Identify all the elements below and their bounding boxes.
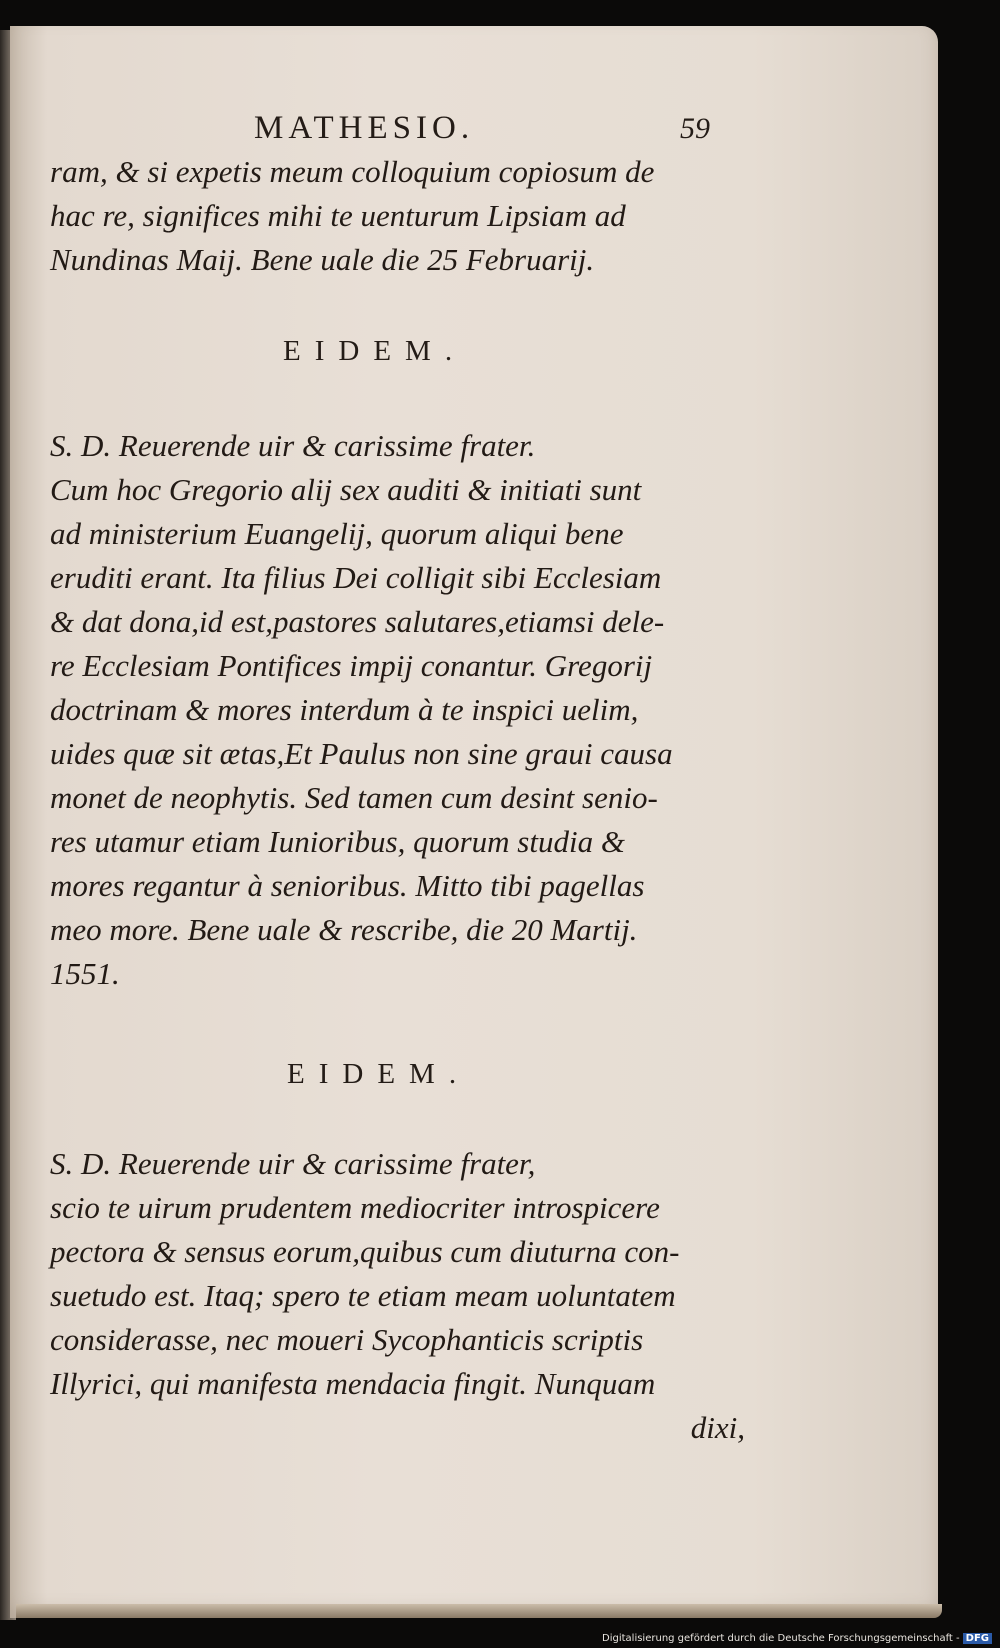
funding-note xyxy=(602,1633,992,1644)
page-bottom-edge xyxy=(16,1604,942,1618)
page-header xyxy=(0,110,1000,150)
text-line: eruditi erant. Ita filius Dei colligit sibi Ecclesiam xyxy=(50,560,662,595)
text-line: ram, & si expetis meum colloquium copiosum de xyxy=(50,154,655,189)
text-line: hac re, significes mihi te uenturum Lipsiam ad xyxy=(50,198,626,233)
page-number: 59 xyxy=(680,112,710,145)
text-line: Nundinas Maij. Bene uale die 25 Februarij. xyxy=(50,242,595,277)
letter-heading: EIDEM. xyxy=(283,335,467,367)
text-line: scio te uirum prudentem mediocriter introspicere xyxy=(50,1190,660,1225)
funding-text: Digitalisierung gefördert durch die Deutsche Forschungsgemeinschaft - xyxy=(602,1633,960,1644)
text-line: & dat dona,id est,pastores salutares,etiamsi dele- xyxy=(50,604,665,639)
text-line: S. D. Reuerende uir & carissime frater. xyxy=(50,428,536,463)
letter-body xyxy=(50,424,745,996)
text-line: re Ecclesiam Pontifices impij conantur. Gregorij xyxy=(50,648,653,683)
text-line: S. D. Reuerende uir & carissime frater, xyxy=(50,1146,536,1181)
text-line: 1551. xyxy=(50,956,120,991)
text-line: meo more. Bene uale & rescribe, die 20 Martij. xyxy=(50,912,638,947)
text-line: mores regantur à senioribus. Mitto tibi pagellas xyxy=(50,868,645,903)
text-line: ad ministerium Euangelij, quorum aliqui bene xyxy=(50,516,624,551)
text-line: uides quæ sit ætas,Et Paulus non sine graui causa xyxy=(50,736,673,771)
text-line: monet de neophytis. Sed tamen cum desint senio- xyxy=(50,780,658,815)
text-line: Illyrici, qui manifesta mendacia fingit. Nunquam xyxy=(50,1366,656,1401)
text-line: considerasse, nec moueri Sycophanticis scriptis xyxy=(50,1322,644,1357)
catchword: dixi, xyxy=(690,1410,745,1445)
text-line: res utamur etiam Iunioribus, quorum studia & xyxy=(50,824,625,859)
running-title: MATHESIO. xyxy=(254,110,475,146)
dfg-logo: DFG xyxy=(963,1633,992,1644)
text-line: doctrinam & mores interdum à te inspici uelim, xyxy=(50,692,639,727)
text-line: Cum hoc Gregorio alij sex auditi & initiati sunt xyxy=(50,472,642,507)
continuation-paragraph xyxy=(50,150,745,282)
letter-heading: EIDEM. xyxy=(287,1058,471,1090)
text-line: pectora & sensus eorum,quibus cum diuturna con- xyxy=(50,1234,680,1269)
letter-body xyxy=(50,1142,745,1450)
text-line: suetudo est. Itaq; spero te etiam meam uoluntatem xyxy=(50,1278,676,1313)
